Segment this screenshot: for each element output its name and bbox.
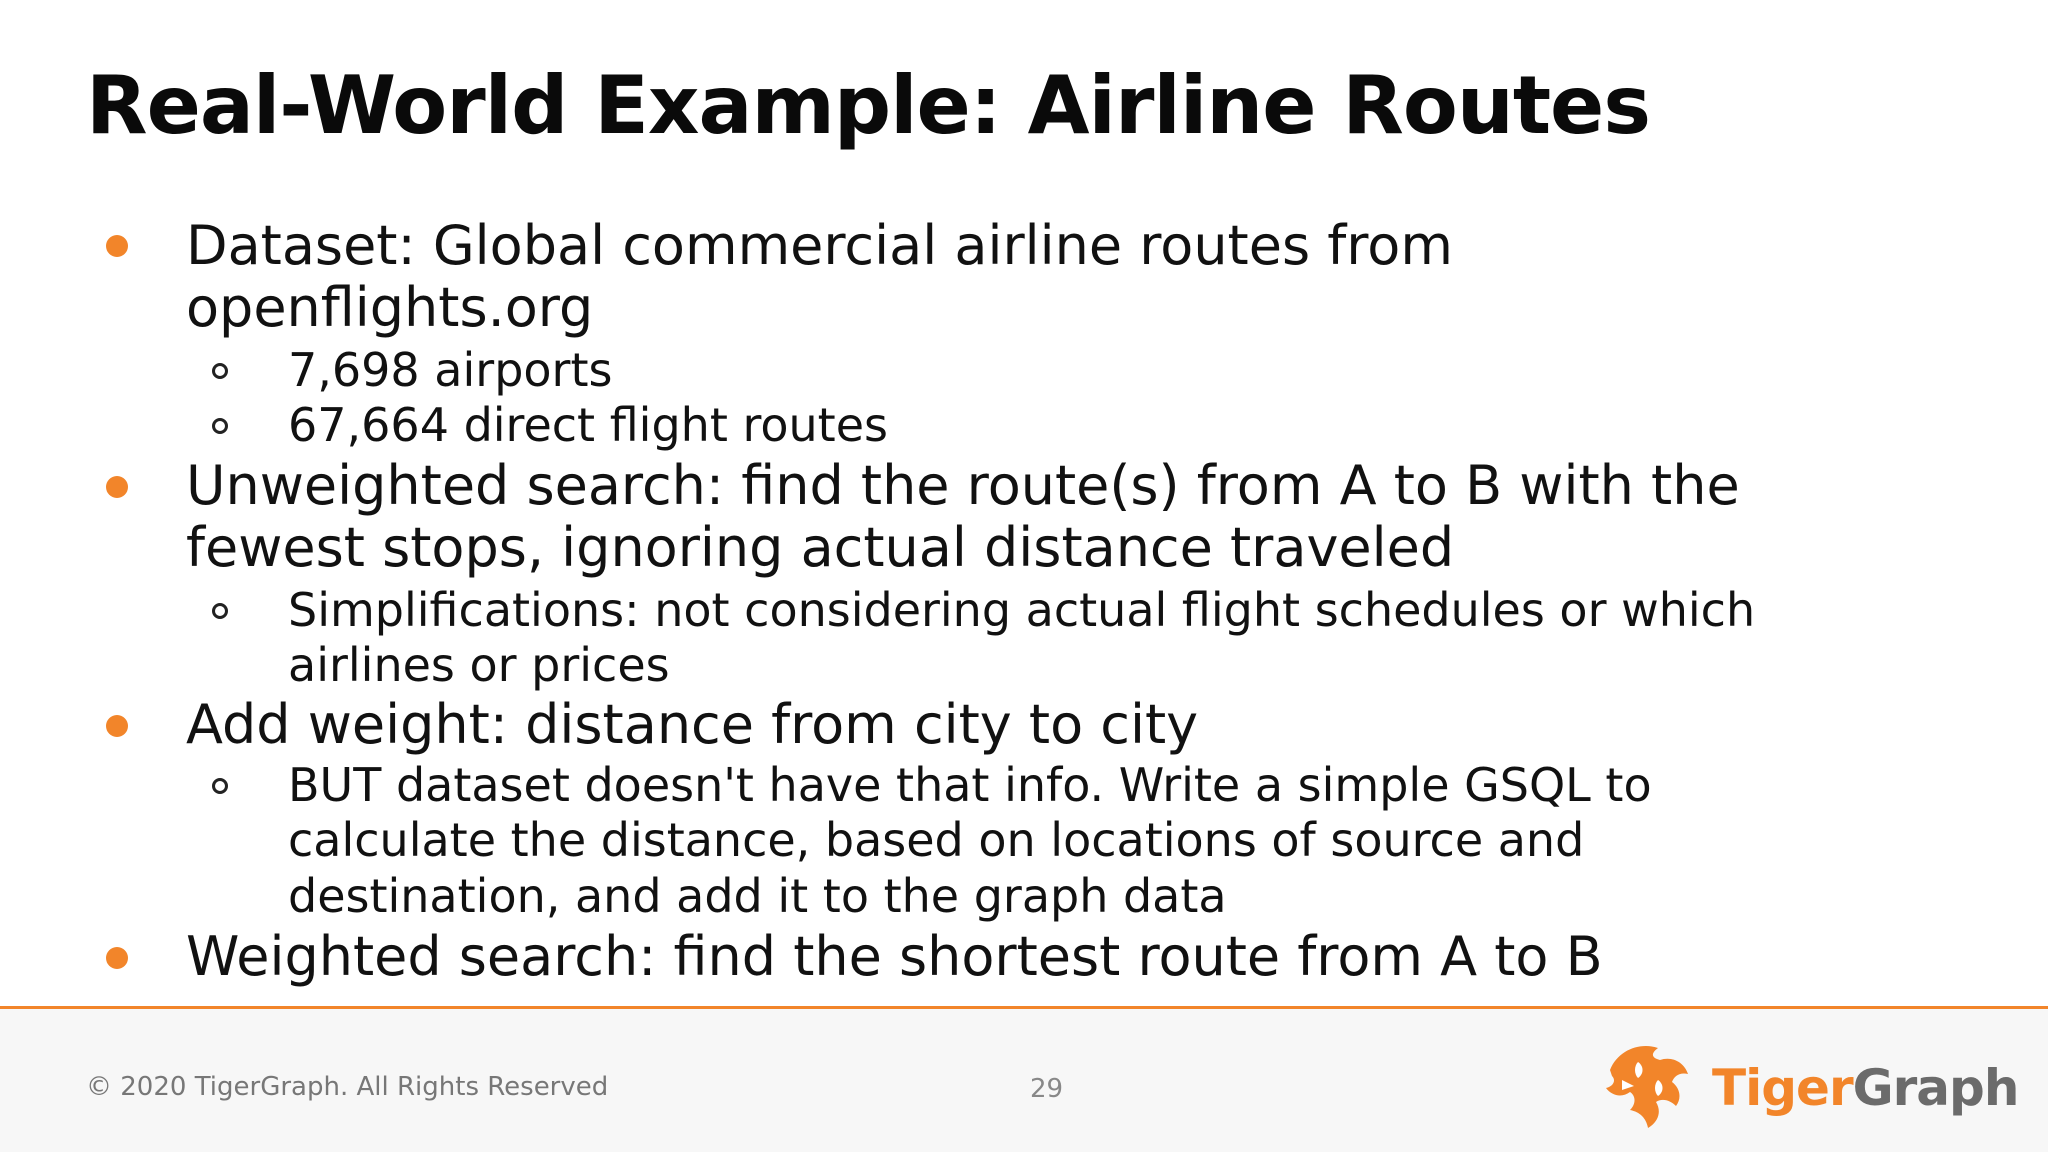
slide-title: Real-World Example: Airline Routes [86,59,1650,152]
sub-bullet-ring-icon [212,603,228,619]
sub-bullet-gsql-line-2: calculate the distance, based on locations of source and [288,813,1585,867]
bullet-1-line-1: Dataset: Global commercial airline routes from [186,214,1453,277]
page-number: 29 [1030,1074,1064,1104]
sub-bullet-ring-icon [212,363,228,379]
sub-bullet-gsql-line-1: BUT dataset doesn't have that info. Write a simple GSQL to [288,758,1652,812]
logo-text-graph: Graph [1852,1059,2019,1117]
bullet-3-line-1: Add weight: distance from city to city [186,693,1199,756]
sub-bullet-airports: 7,698 airports [288,343,613,397]
sub-bullet-simplifications-line-2: airlines or prices [288,638,670,692]
sub-bullet-routes: 67,664 direct flight routes [288,398,888,452]
bullet-1-line-2: openflights.org [186,276,594,339]
copyright-text: © 2020 TigerGraph. All Rights Reserved [86,1072,609,1102]
bullet-2-line-1: Unweighted search: find the route(s) from A to B with the [186,454,1740,517]
sub-bullet-gsql-line-3: destination, and add it to the graph data [288,869,1227,923]
bullet-4-line-1: Weighted search: find the shortest route from A to B [186,925,1603,988]
tiger-head-icon [1600,1040,1692,1130]
bullet-dot-icon [106,235,128,257]
logo-wordmark [1712,1058,2018,1118]
bullet-dot-icon [106,715,128,737]
bullet-dot-icon [106,476,128,498]
sub-bullet-ring-icon [212,778,228,794]
logo-text-tiger: Tiger [1712,1059,1853,1117]
tigergraph-logo [1600,1040,2019,1130]
sub-bullet-simplifications-line-1: Simplifications: not considering actual flight schedules or which [288,583,1756,637]
sub-bullet-ring-icon [212,418,228,434]
bullet-2-line-2: fewest stops, ignoring actual distance traveled [186,516,1455,579]
bullet-dot-icon [106,947,128,969]
